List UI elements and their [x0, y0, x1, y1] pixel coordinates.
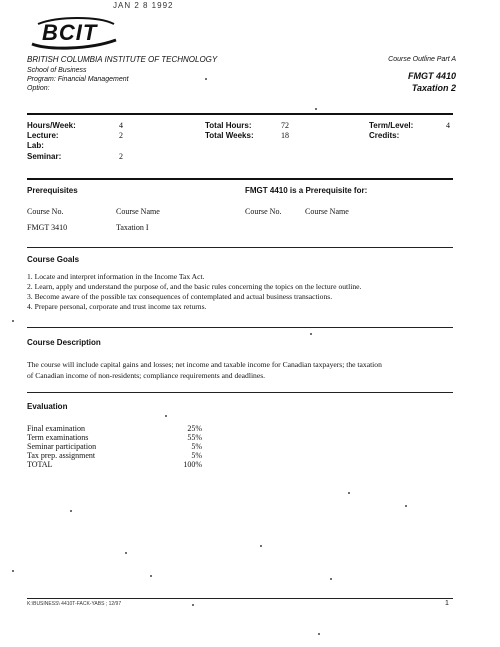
evaluation-value: 5% — [191, 451, 202, 460]
prerequisites-heading: Prerequisites — [27, 186, 78, 195]
evaluation-label: Seminar participation — [27, 442, 97, 451]
evaluation-value: 100% — [183, 460, 202, 469]
page-number: 1 — [445, 600, 449, 607]
total-weeks-label: Total Weeks: — [205, 131, 254, 140]
evaluation-heading: Evaluation — [27, 402, 68, 411]
option-label: Option: — [27, 85, 50, 92]
evaluation-value: 55% — [187, 433, 202, 442]
institute-name: BRITISH COLUMBIA INSTITUTE OF TECHNOLOGY — [27, 55, 218, 64]
course-title: Taxation 2 — [411, 83, 456, 93]
scan-speck — [70, 510, 72, 512]
scan-speck — [315, 108, 317, 110]
evaluation-value: 5% — [191, 442, 202, 451]
seminar-label: Seminar: — [27, 152, 62, 161]
prereq-col-course-name: Course Name — [116, 207, 160, 216]
prereq-for-col-course-name: Course Name — [305, 207, 349, 216]
scan-speck — [192, 604, 194, 606]
list-item: 1. Locate and interpret information in the Income Tax Act. — [27, 272, 205, 281]
evaluation-label: Final examination — [27, 424, 85, 433]
prereq-divider — [27, 247, 453, 248]
lecture-value: 2 — [119, 131, 123, 140]
scan-speck — [150, 575, 152, 577]
hours-week-value: 4 — [119, 121, 123, 130]
date-stamp: JAN 2 8 1992 — [113, 1, 174, 10]
footer-file-path: K:\BUSINESS\ 4410T-FACK-YABS ; 12/97 — [27, 601, 122, 607]
term-level-label: Term/Level: — [369, 121, 414, 130]
seminar-value: 2 — [119, 152, 123, 161]
hours-divider — [27, 178, 453, 180]
scan-speck — [205, 78, 207, 80]
lecture-label: Lecture: — [27, 131, 59, 140]
lab-label: Lab: — [27, 141, 44, 150]
program-name: Program: Financial Management — [27, 76, 129, 83]
scan-speck — [165, 415, 167, 417]
outline-label: Course Outline Part A — [388, 56, 456, 63]
course-code: FMGT 4410 — [407, 71, 456, 81]
school-name: School of Business — [27, 67, 87, 74]
course-description-line-1: The course will include capital gains and losses; net income and taxable income for Canadian taxpayers; the taxation — [27, 360, 382, 369]
total-hours-value: 72 — [281, 121, 289, 130]
scan-speck — [12, 320, 14, 322]
evaluation-label: TOTAL — [27, 460, 53, 469]
evaluation-label: Tax prep. assignment — [27, 451, 96, 460]
logo-text: BCIT — [42, 20, 98, 45]
course-goals-list — [27, 272, 453, 322]
prereq-course-no: FMGT 3410 — [27, 223, 68, 232]
scan-speck — [310, 333, 312, 335]
prereq-course-name: Taxation I — [116, 223, 149, 232]
total-hours-label: Total Hours: — [205, 121, 252, 130]
course-description-line-2: of Canadian income of non-residents; compliance requirements and deadlines. — [27, 371, 266, 380]
scan-speck — [318, 633, 320, 635]
goals-divider — [27, 327, 453, 328]
evaluation-label: Term examinations — [27, 433, 89, 442]
prereq-col-course-no: Course No. — [27, 207, 64, 216]
evaluation-table — [27, 424, 202, 476]
list-item: 2. Learn, apply and understand the purpose of, and the basic rules concerning the topics on the lecture outline. — [27, 282, 362, 291]
prerequisite-for-heading: FMGT 4410 is a Prerequisite for: — [245, 186, 368, 195]
course-goals-heading: Course Goals — [27, 255, 80, 264]
scan-speck — [405, 505, 407, 507]
total-weeks-value: 18 — [281, 131, 289, 140]
header-divider — [27, 113, 453, 115]
footer-divider — [27, 598, 453, 599]
hours-week-label: Hours/Week: — [27, 121, 76, 130]
term-level-value: 4 — [446, 121, 450, 130]
bcit-logo — [28, 14, 120, 52]
description-divider — [27, 392, 453, 393]
list-item: 3. Become aware of the possible tax consequences of contemplated and actual business transactions. — [27, 292, 333, 301]
scan-speck — [260, 545, 262, 547]
evaluation-value: 25% — [187, 424, 202, 433]
scan-speck — [348, 492, 350, 494]
course-description-heading: Course Description — [27, 338, 101, 347]
credits-label: Credits: — [369, 131, 400, 140]
scan-speck — [125, 552, 127, 554]
prereq-for-col-course-no: Course No. — [245, 207, 282, 216]
list-item: 4. Prepare personal, corporate and trust income tax returns. — [27, 302, 207, 311]
scan-speck — [330, 578, 332, 580]
scan-speck — [12, 570, 14, 572]
